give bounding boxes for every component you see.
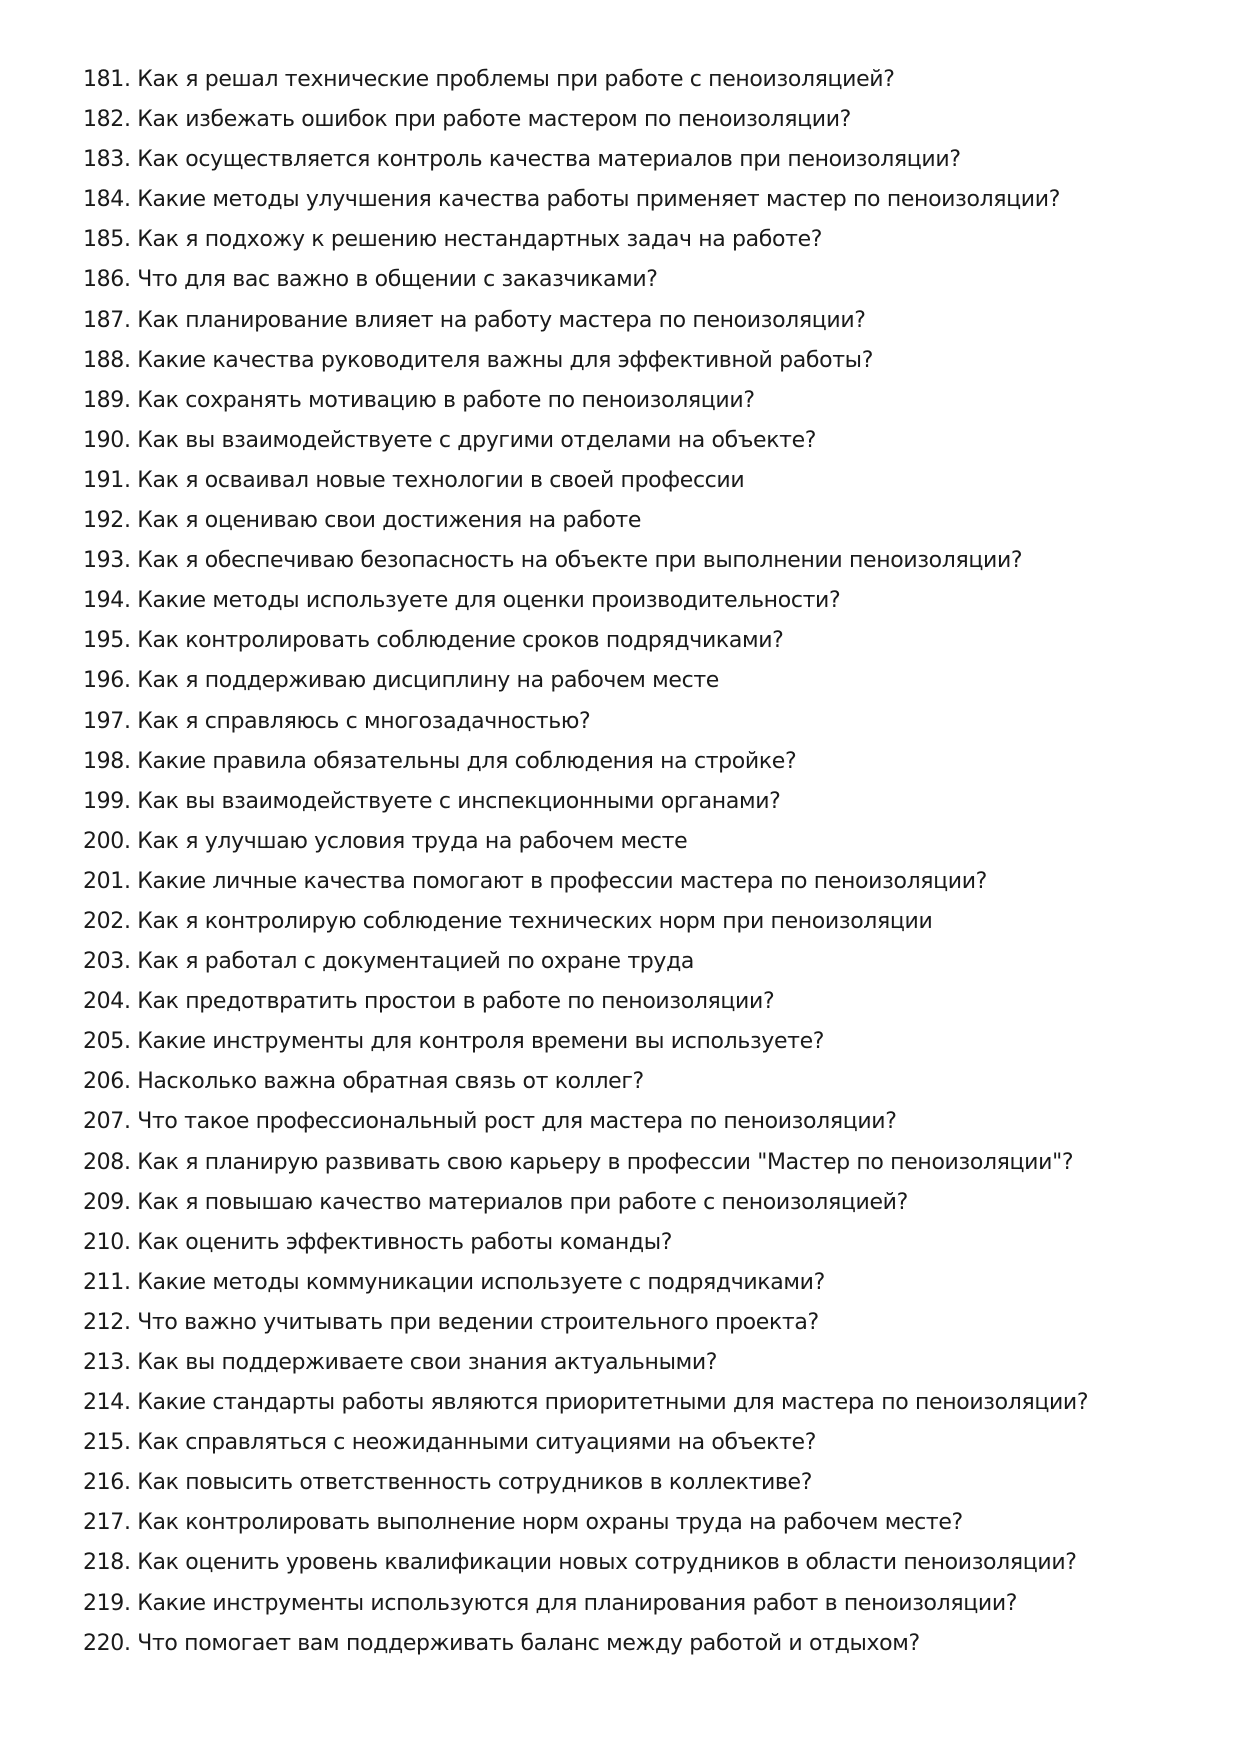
question-item: 198. Какие правила обязательны для соблюдения на стройке? xyxy=(83,748,797,774)
question-item: 196. Как я поддерживаю дисциплину на рабочем месте xyxy=(83,668,719,694)
question-item: 211. Какие методы коммуникации используете с подрядчиками? xyxy=(83,1269,825,1295)
question-item: 183. Как осуществляется контроль качества материалов при пеноизоляции? xyxy=(83,147,961,173)
question-item: 201. Какие личные качества помогают в профессии мастера по пеноизоляции? xyxy=(83,868,988,894)
question-item: 202. Как я контролирую соблюдение технических норм при пеноизоляции xyxy=(83,908,933,934)
question-item: 197. Как я справляюсь с многозадачностью? xyxy=(83,708,591,734)
question-item: 218. Как оценить уровень квалификации новых сотрудников в области пеноизоляции? xyxy=(83,1550,1077,1576)
question-item: 186. Что для вас важно в общении с заказчиками? xyxy=(83,267,658,293)
question-item: 203. Как я работал с документацией по охране труда xyxy=(83,949,695,975)
question-item: 215. Как справляться с неожиданными ситуациями на объекте? xyxy=(83,1430,817,1456)
question-item: 205. Какие инструменты для контроля времени вы используете? xyxy=(83,1029,825,1055)
question-item: 208. Как я планирую развивать свою карьеру в профессии "Мастер по пеноизоляции"? xyxy=(83,1149,1074,1175)
question-item: 195. Как контролировать соблюдение сроков подрядчиками? xyxy=(83,628,784,654)
question-item: 214. Какие стандарты работы являются приоритетными для мастера по пеноизоляции? xyxy=(83,1390,1089,1416)
question-item: 199. Как вы взаимодействуете с инспекционными органами? xyxy=(83,788,781,814)
question-item: 188. Какие качества руководителя важны для эффективной работы? xyxy=(83,347,874,373)
question-list xyxy=(83,60,1203,1664)
question-item: 210. Как оценить эффективность работы команды? xyxy=(83,1229,673,1255)
question-item: 191. Как я осваивал новые технологии в своей профессии xyxy=(83,467,745,493)
question-item: 184. Какие методы улучшения качества работы применяет мастер по пеноизоляции? xyxy=(83,187,1061,213)
question-item: 182. Как избежать ошибок при работе мастером по пеноизоляции? xyxy=(83,107,851,133)
question-item: 192. Как я оцениваю свои достижения на работе xyxy=(83,508,642,534)
question-item: 194. Какие методы используете для оценки производительности? xyxy=(83,588,841,614)
question-item: 212. Что важно учитывать при ведении строительного проекта? xyxy=(83,1309,819,1335)
question-item: 217. Как контролировать выполнение норм охраны труда на рабочем месте? xyxy=(83,1510,963,1536)
question-item: 187. Как планирование влияет на работу мастера по пеноизоляции? xyxy=(83,307,866,333)
question-item: 190. Как вы взаимодействуете с другими отделами на объекте? xyxy=(83,427,817,453)
question-item: 189. Как сохранять мотивацию в работе по пеноизоляции? xyxy=(83,387,755,413)
question-item: 219. Какие инструменты используются для планирования работ в пеноизоляции? xyxy=(83,1590,1018,1616)
question-item: 220. Что помогает вам поддерживать баланс между работой и отдыхом? xyxy=(83,1630,920,1656)
question-item: 206. Насколько важна обратная связь от коллег? xyxy=(83,1069,644,1095)
question-item: 193. Как я обеспечиваю безопасность на объекте при выполнении пеноизоляции? xyxy=(83,548,1023,574)
question-item: 200. Как я улучшаю условия труда на рабочем месте xyxy=(83,828,688,854)
question-item: 216. Как повысить ответственность сотрудников в коллективе? xyxy=(83,1470,813,1496)
question-item: 207. Что такое профессиональный рост для мастера по пеноизоляции? xyxy=(83,1109,897,1135)
question-item: 204. Как предотвратить простои в работе по пеноизоляции? xyxy=(83,989,775,1015)
question-item: 209. Как я повышаю качество материалов при работе с пеноизоляцией? xyxy=(83,1189,908,1215)
question-item: 185. Как я подхожу к решению нестандартных задач на работе? xyxy=(83,227,823,253)
question-item: 213. Как вы поддерживаете свои знания актуальными? xyxy=(83,1350,718,1375)
question-item: 181. Как я решал технические проблемы при работе с пеноизоляцией? xyxy=(83,67,895,92)
